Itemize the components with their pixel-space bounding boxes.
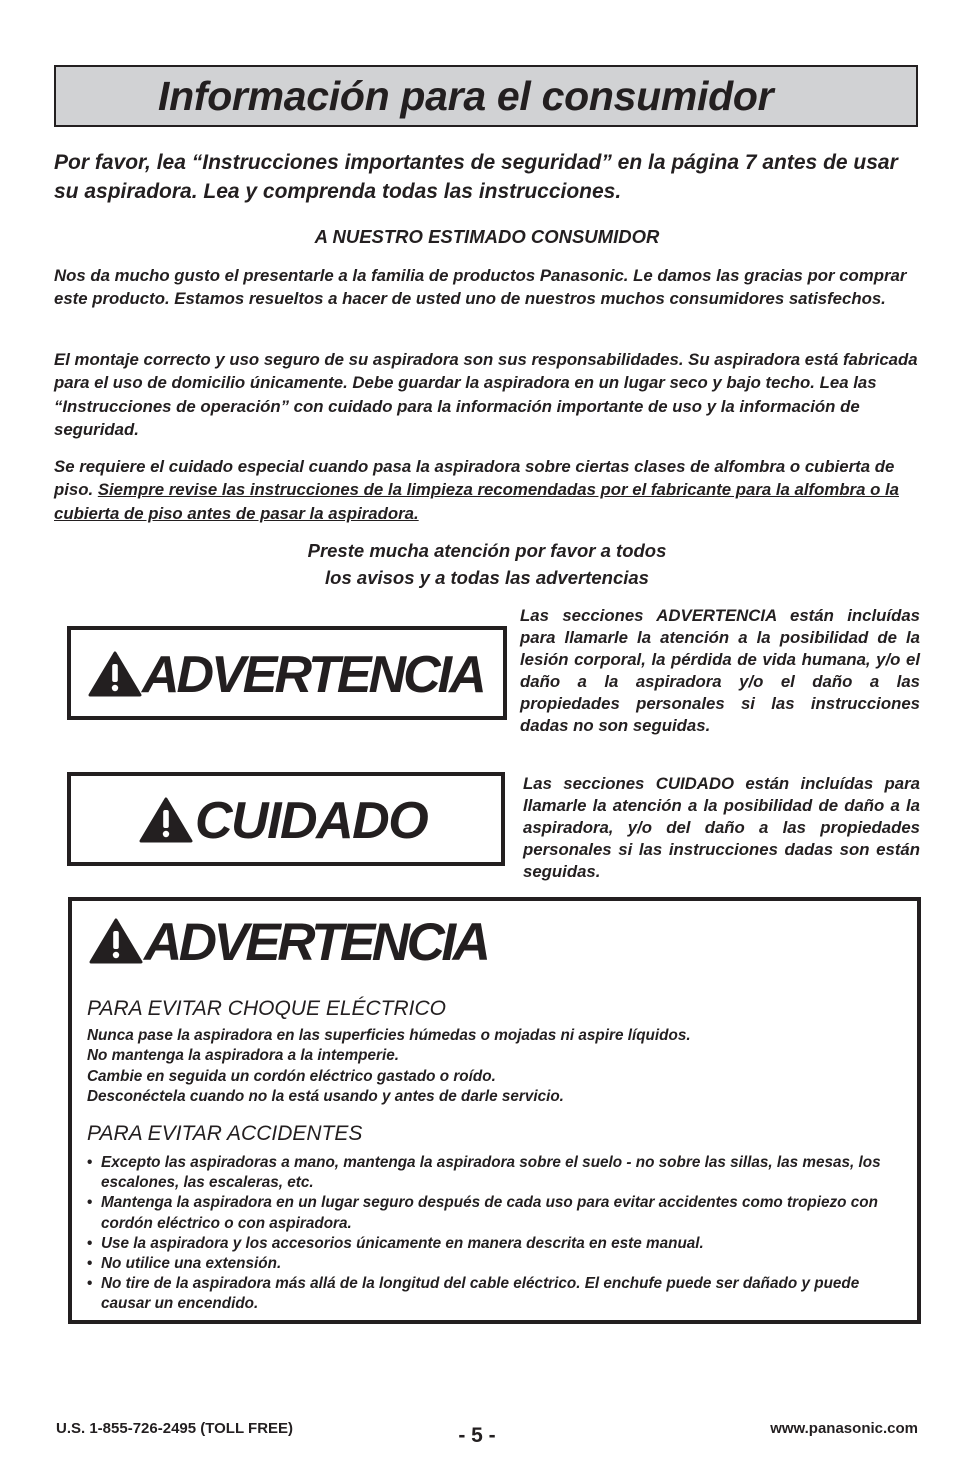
page-number: - 5 - (458, 1424, 496, 1447)
cuidado-sign-word: CUIDADO (195, 792, 428, 850)
cuidado-sign (67, 772, 505, 866)
paragraph-welcome: Nos da mucho gusto el presentarle a la familia de productos Panasonic. Le damos las gracias por comprar este producto. Estamos resueltos a hacer de usted uno de nuestros muchos consumidores satisfechos. (54, 266, 907, 309)
advertencia-description: Las secciones ADVERTENCIA están incluídas para llamarle la atención a la posibilidad de la lesión corporal, la pérdida de vida humana, y/o el daño a la aspiradora y/o el daño a las propiedades personales si las instrucciones dadas no son seguidas. (520, 606, 920, 735)
paragraph-responsibility: El montaje correcto y uso seguro de su aspiradora son sus responsabilidades. Su aspiradora está fabricada para el uso de domicilio únicamente. Debe guardar la aspiradora en un lugar seco y bajo techo. Lea las “Instrucciones de operación” con cuidado para la información importante de uso y la información de seguridad. (54, 350, 918, 439)
footer-phone: U.S. 1-855-726-2495 (TOLL FREE) (56, 1420, 294, 1437)
advertencia-sign (67, 626, 507, 720)
page-title: Información para el consumidor (158, 73, 774, 119)
list-item: • Excepto las aspiradoras a mano, mantenga la aspiradora sobre el suelo - no sobre las sillas, las mesas, los escalones, las escaleras, etc. (87, 1153, 897, 1193)
electric-shock-heading: PARA EVITAR CHOQUE ELÉCTRICO (87, 997, 446, 1020)
list-item: Nunca pase la aspiradora en las superficies húmedas o mojadas ni aspire líquidos. (87, 1027, 691, 1044)
intro-text: Por favor, lea “Instrucciones importantes de seguridad” en la página 7 antes de usar su aspiradora. Lea y comprenda todas las instrucciones. (54, 151, 898, 203)
list-item: • Use la aspiradora y los accesorios únicamente en manera descrita en este manual. (87, 1234, 897, 1254)
attention-line-1: Preste mucha atención por favor a todos (307, 540, 667, 561)
warning-triangle-icon (88, 651, 142, 697)
list-item: No mantenga la aspiradora a la intemperie. (87, 1047, 399, 1065)
cuidado-description: Las secciones CUIDADO están incluídas para llamarle la atención a la posibilidad de daño a la aspiradora, y/o del daño a las propiedades personales si las instrucciones dadas son están seguidas. (523, 774, 920, 881)
footer-website: www.panasonic.com (770, 1420, 918, 1437)
advertencia-sign-word: ADVERTENCIA (142, 646, 484, 704)
warning-triangle-icon (89, 918, 143, 964)
care-underlined-text: Siempre revise las instrucciones de la limpieza recomendadas por el fabricante para la alfombra o la cubierta de piso antes de pasar la aspiradora. (54, 480, 899, 523)
warning-triangle-icon (139, 797, 193, 843)
attention-line-2: los avisos y a todas las advertencias (325, 566, 649, 588)
list-item: Cambie en seguida un cordón eléctrico gastado o roído. (87, 1067, 496, 1085)
list-item: • No utilice una extensión. (87, 1254, 897, 1274)
list-item: • Mantenga la aspiradora en un lugar seguro después de cada uso para evitar accidentes como tropiezo con cordón eléctrico o con aspiradora. (87, 1193, 897, 1233)
list-item: Desconéctela cuando no la está usando y antes de darle servicio. (87, 1088, 564, 1106)
paragraph-care (54, 455, 920, 525)
accidents-list (87, 1153, 897, 1315)
warning-box (68, 897, 921, 1324)
care-text: Se requiere el cuidado especial cuando pasa la aspiradora sobre ciertas clases de alfombra o cubierta de piso. (54, 457, 895, 500)
consumer-heading: A NUESTRO ESTIMADO CONSUMIDOR (314, 226, 660, 247)
warning-box-word: ADVERTENCIA (144, 913, 488, 972)
accidents-heading: PARA EVITAR ACCIDENTES (87, 1122, 363, 1145)
list-item: • No tire de la aspiradora más allá de la longitud del cable eléctrico. El enchufe puede ser dañado y puede causar un encendido. (87, 1274, 897, 1314)
attention-note (54, 538, 920, 591)
header-band (54, 65, 918, 127)
electric-shock-list (87, 1026, 887, 1108)
